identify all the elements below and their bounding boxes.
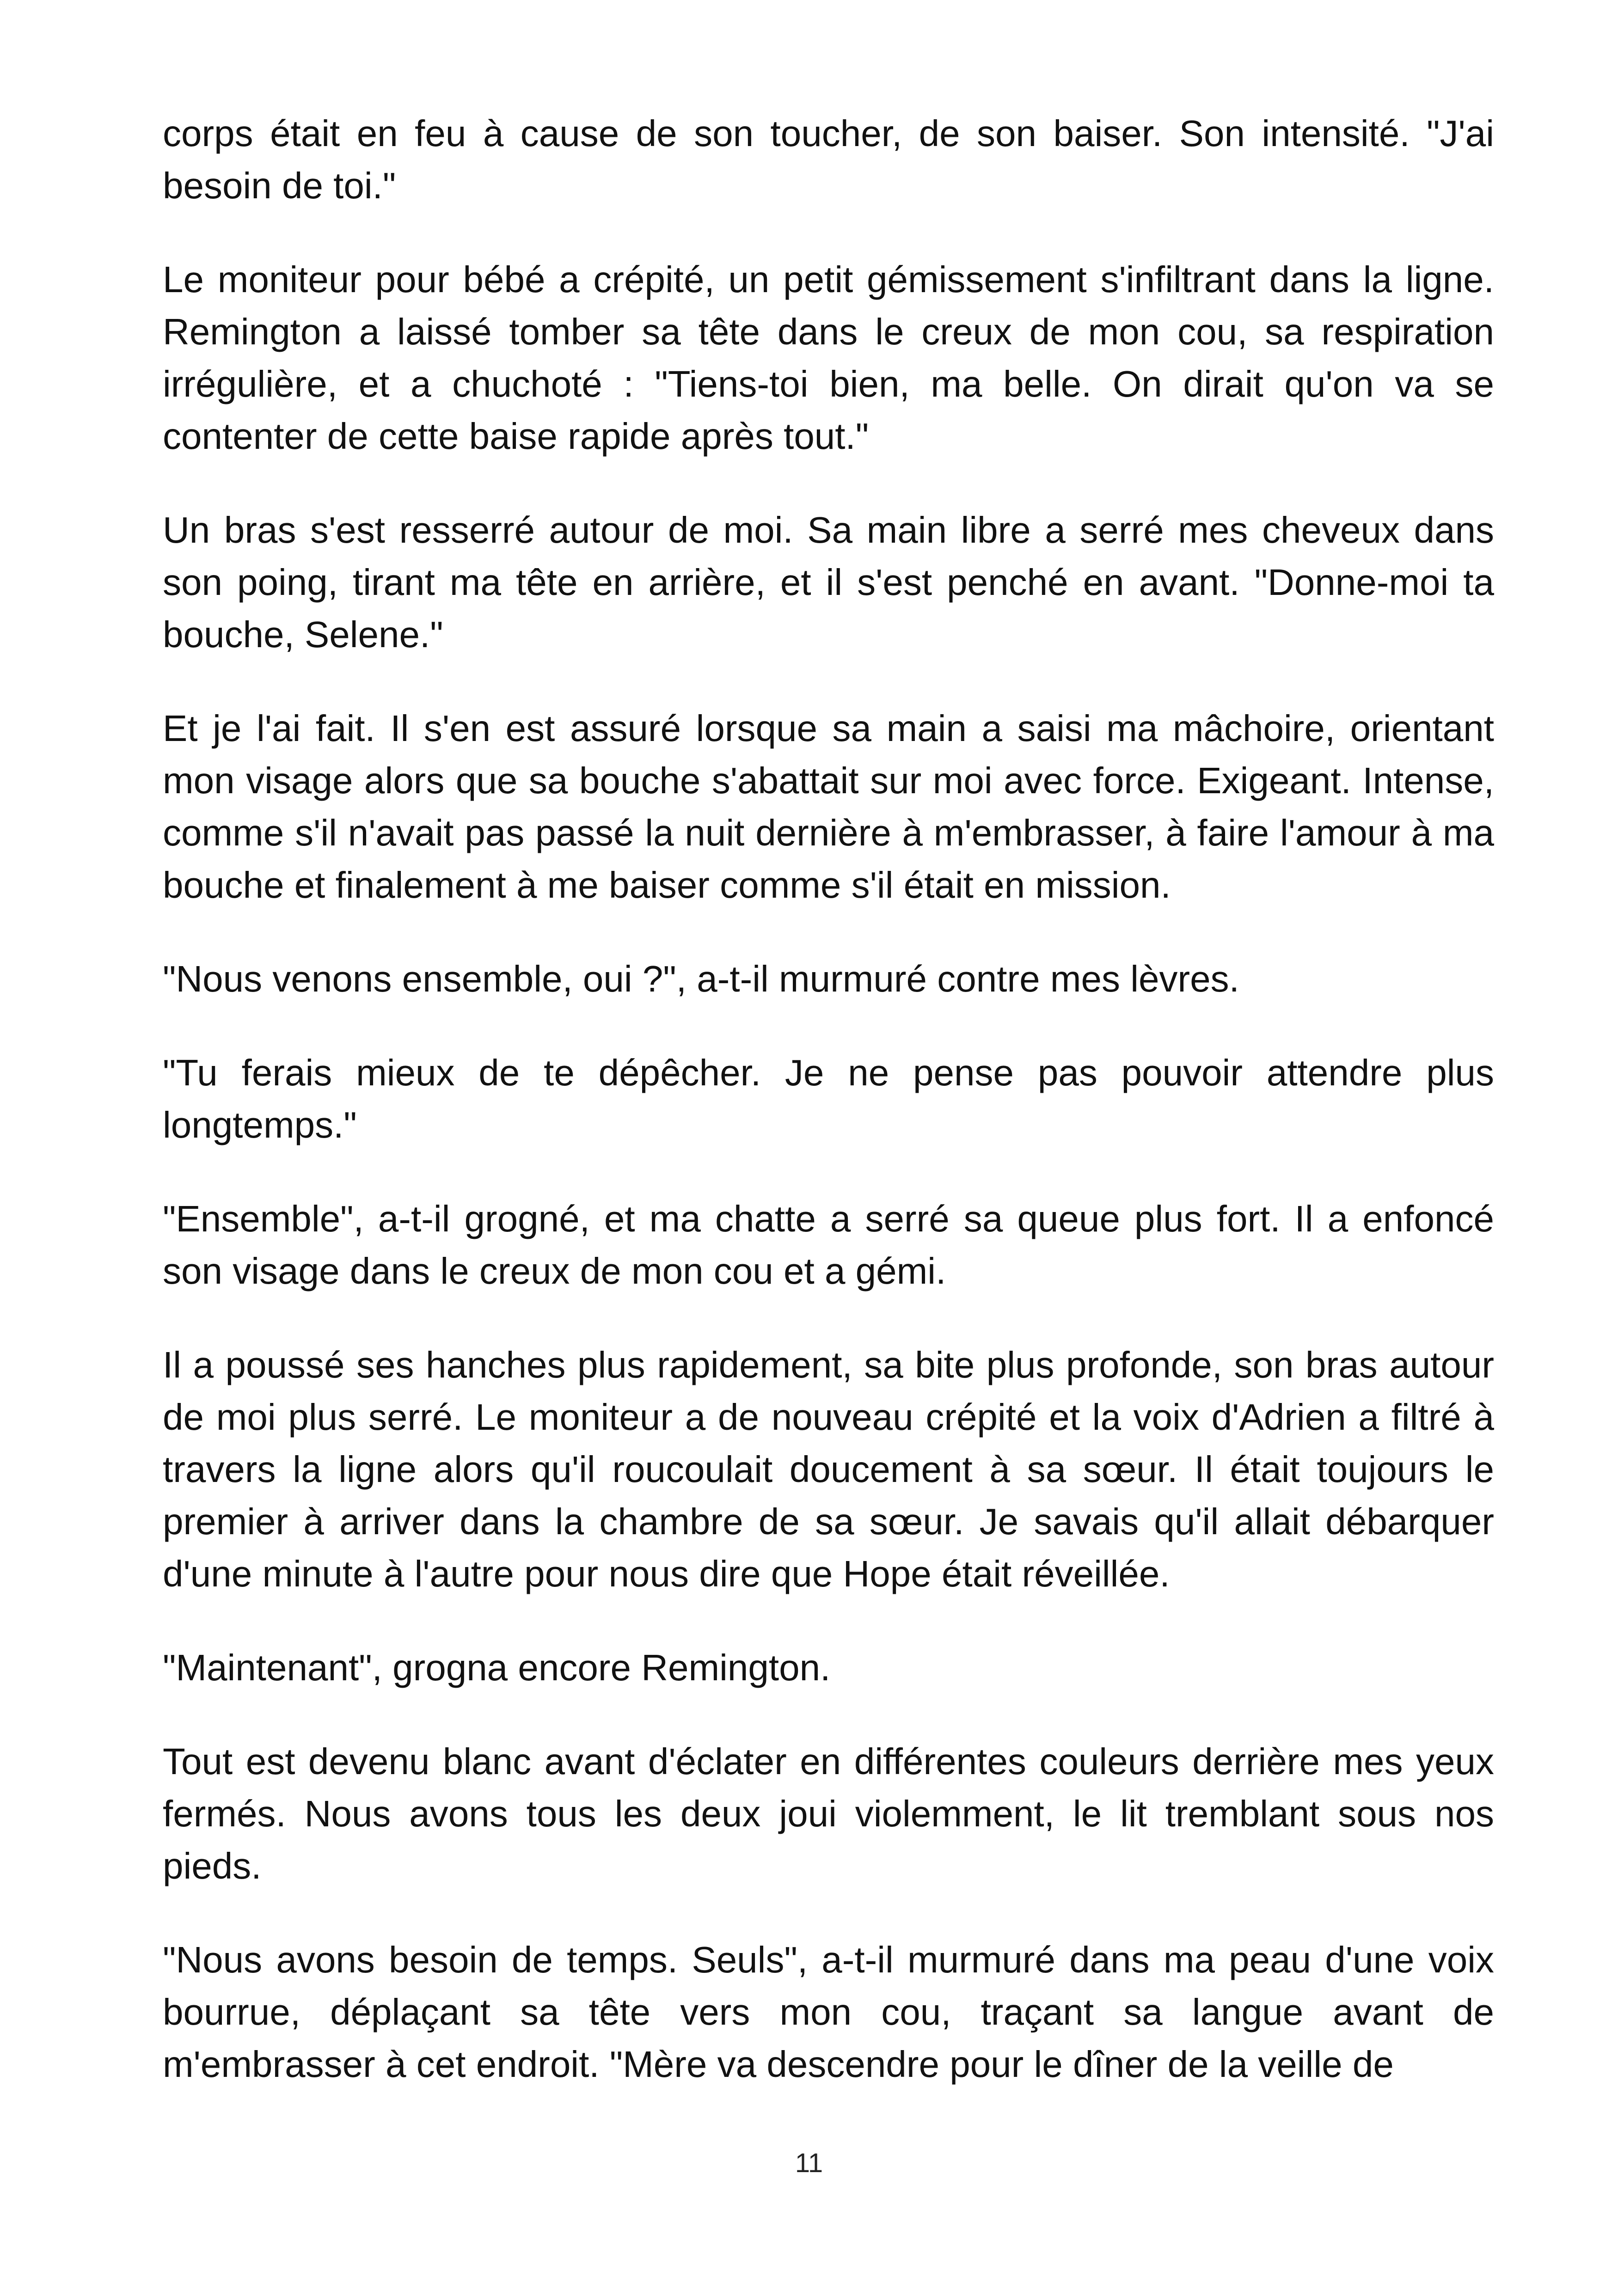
body-text	[163, 107, 1494, 2132]
paragraph: Un bras s'est resserré autour de moi. Sa main libre a serré mes cheveux dans son poing, tirant ma tête en arrière, et il s'est penché en avant. "Donne-moi ta bouche, Selene."	[163, 509, 1494, 655]
paragraph: Le moniteur pour bébé a crépité, un petit gémissement s'infiltrant dans la ligne. Remington a laissé tomber sa tête dans le creux de mon cou, sa respiration irrégulière, et a chuchoté : "Tiens-toi bien, ma belle. On dirait qu'on va se contenter de cette baise rapide après tout."	[163, 259, 1494, 457]
paragraph: "Maintenant", grogna encore Remington.	[163, 1647, 831, 1688]
paragraph: "Ensemble", a-t-il grogné, et ma chatte a serré sa queue plus fort. Il a enfoncé son visage dans le creux de mon cou et a gémi.	[163, 1198, 1494, 1292]
paragraph: Et je l'ai fait. Il s'en est assuré lorsque sa main a saisi ma mâchoire, orientant mon visage alors que sa bouche s'abattait sur moi avec force. Exigeant. Intense, comme s'il n'avait pas passé la nuit dernière à m'embrasser, à faire l'amour à ma bouche et finalement à me baiser comme s'il était en mission.	[163, 708, 1494, 906]
paragraph: Il a poussé ses hanches plus rapidement, sa bite plus profonde, son bras autour de moi plus serré. Le moniteur a de nouveau crépité et la voix d'Adrien a filtré à travers la ligne alors qu'il roucoulait doucement à sa sœur. Il était toujours le premier à arriver dans la chambre de sa sœur. Je savais qu'il allait débarquer d'une minute à l'autre pour nous dire que Hope était réveillée.	[163, 1344, 1494, 1594]
paragraph: corps était en feu à cause de son toucher, de son baiser. Son intensité. "J'ai besoin de toi."	[163, 113, 1494, 206]
page-number: 11	[795, 2148, 823, 2178]
paragraph: "Tu ferais mieux de te dépêcher. Je ne pense pas pouvoir attendre plus longtemps."	[163, 1052, 1494, 1145]
paragraph: "Nous venons ensemble, oui ?", a-t-il murmuré contre mes lèvres.	[163, 958, 1239, 999]
paragraph: Tout est devenu blanc avant d'éclater en différentes couleurs derrière mes yeux fermés. Nous avons tous les deux joui violemment, le lit tremblant sous nos pieds.	[163, 1741, 1494, 1886]
paragraph: "Nous avons besoin de temps. Seuls", a-t-il murmuré dans ma peau d'une voix bourrue, déplaçant sa tête vers mon cou, traçant sa langue avant de m'embrasser à cet endroit. "Mère va descendre pour le dîner de la veille de	[163, 1939, 1494, 2085]
